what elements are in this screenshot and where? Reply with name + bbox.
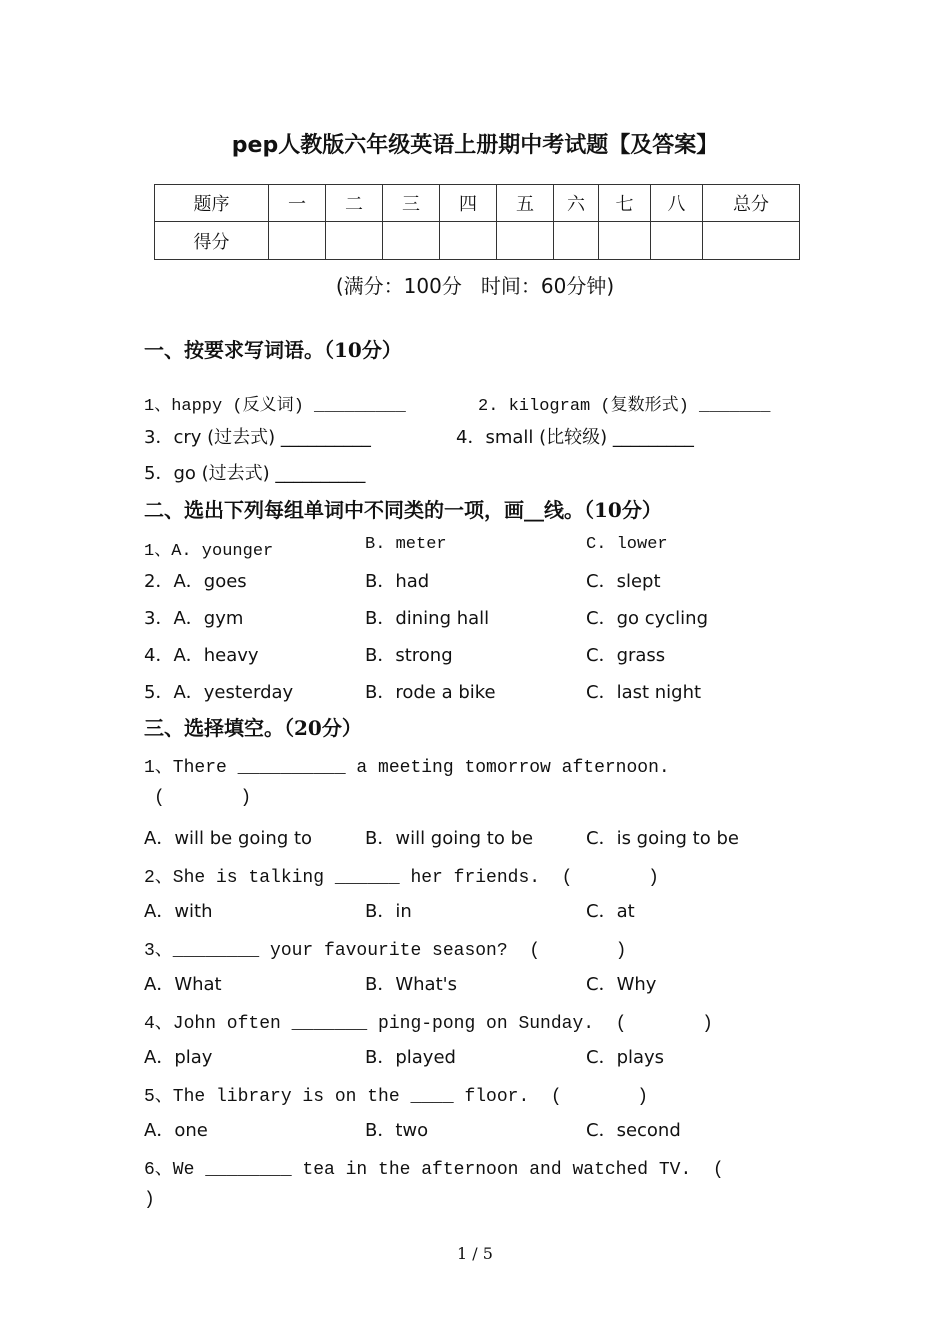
s3-q3-option-c: C．Why <box>586 974 657 995</box>
score-input-cell[interactable] <box>554 222 599 260</box>
score-input-cell[interactable] <box>326 222 383 260</box>
s2-row-3-option-c: C．go cycling <box>586 608 709 629</box>
s2-row-1-option-a: 1、A. younger <box>144 542 274 561</box>
s1-question-1: 1、happy (反义词) _________ <box>144 397 406 416</box>
s2-row-5-option-b: B．rode a bike <box>365 682 496 703</box>
s3-q1-option-b: B．will going to be <box>365 828 534 849</box>
section-1-heading: 一、按要求写词语。（10分） <box>144 338 402 362</box>
s2-row-4-option-a: 4．A．heavy <box>144 645 259 666</box>
s3-q3-option-a: A．What <box>144 974 222 995</box>
s3-q2-option-b: B．in <box>365 901 412 922</box>
section-3-heading: 三、选择填空。（20分） <box>144 716 362 740</box>
s3-q2-option-c: C．at <box>586 901 635 922</box>
s3-question-4-stem: 4、John often _______ ping-pong on Sunday. ( ) <box>144 1014 713 1034</box>
score-header-cell: 一 <box>269 185 326 222</box>
s3-question-1-answer-paren: ( ) <box>154 788 252 808</box>
s2-row-5-option-c: C．last night <box>586 682 702 703</box>
s2-row-1-option-b: B. meter <box>365 535 447 554</box>
score-input-cell[interactable] <box>599 222 651 260</box>
s3-q2-option-a: A．with <box>144 901 213 922</box>
score-input-cell[interactable] <box>651 222 703 260</box>
score-input-cell[interactable] <box>383 222 440 260</box>
s1-question-2: 2. kilogram (复数形式) _______ <box>478 397 771 416</box>
s3-q4-option-b: B．played <box>365 1047 456 1068</box>
s3-q1-option-c: C．is going to be <box>586 828 739 849</box>
s2-row-4-option-c: C．grass <box>586 645 666 666</box>
s3-question-2-stem: 2、She is talking ______ her friends. ( ) <box>144 868 659 888</box>
score-header-cell: 二 <box>326 185 383 222</box>
s3-q4-option-c: C．plays <box>586 1047 665 1068</box>
page-number: 1 / 5 <box>457 1244 493 1263</box>
exam-meta: (满分：100分 时间：60分钟) <box>335 274 615 298</box>
score-header-cell: 六 <box>554 185 599 222</box>
page-title: pep人教版六年级英语上册期中考试题【及答案】 <box>231 133 719 158</box>
s2-row-1-option-c: C. lower <box>586 535 668 554</box>
score-header-cell: 四 <box>440 185 497 222</box>
s3-question-1-stem: 1、There __________ a meeting tomorrow afternoon. <box>144 758 670 778</box>
score-input-cell[interactable] <box>269 222 326 260</box>
score-input-cell[interactable] <box>497 222 554 260</box>
score-header-cell: 题序 <box>155 185 269 222</box>
score-header-cell: 七 <box>599 185 651 222</box>
s3-q5-option-c: C．second <box>586 1120 681 1141</box>
s2-row-3-option-a: 3．A．gym <box>144 608 244 629</box>
s2-row-3-option-b: B．dining hall <box>365 608 490 629</box>
score-header-cell: 五 <box>497 185 554 222</box>
s1-question-4: 4．small (比较级) _________ <box>456 427 694 448</box>
s2-row-5-option-a: 5．A．yesterday <box>144 682 294 703</box>
s2-row-2-option-b: B．had <box>365 571 430 592</box>
s3-question-6-stem: 6、We ________ tea in the afternoon and watched TV. ( <box>144 1160 724 1180</box>
s3-q1-option-a: A．will be going to <box>144 828 313 849</box>
s2-row-2-option-a: 2．A．goes <box>144 571 247 592</box>
score-header-cell: 三 <box>383 185 440 222</box>
score-input-cell[interactable] <box>703 222 800 260</box>
score-input-cell[interactable] <box>440 222 497 260</box>
score-table-score-row <box>155 222 800 260</box>
s3-question-6-answer-paren: ) <box>144 1190 155 1210</box>
s3-q5-option-a: A．one <box>144 1120 208 1141</box>
score-header-cell: 总分 <box>703 185 800 222</box>
s1-question-5: 5．go (过去式) __________ <box>144 463 366 484</box>
s3-question-3-stem: 3、________ your favourite season? ( ) <box>144 941 627 961</box>
score-row-label: 得分 <box>155 222 269 260</box>
s2-row-2-option-c: C．slept <box>586 571 661 592</box>
score-table-header-row <box>155 185 800 222</box>
s3-q4-option-a: A．play <box>144 1047 213 1068</box>
section-2-heading: 二、选出下列每组单词中不同类的一项，画__线。（10分） <box>144 498 662 522</box>
s3-question-5-stem: 5、The library is on the ____ floor. ( ) <box>144 1087 649 1107</box>
s3-q5-option-b: B．two <box>365 1120 429 1141</box>
score-table <box>154 184 800 260</box>
s2-row-4-option-b: B．strong <box>365 645 453 666</box>
s3-q3-option-b: B．What's <box>365 974 457 995</box>
s1-question-3: 3．cry (过去式) __________ <box>144 427 371 448</box>
score-header-cell: 八 <box>651 185 703 222</box>
